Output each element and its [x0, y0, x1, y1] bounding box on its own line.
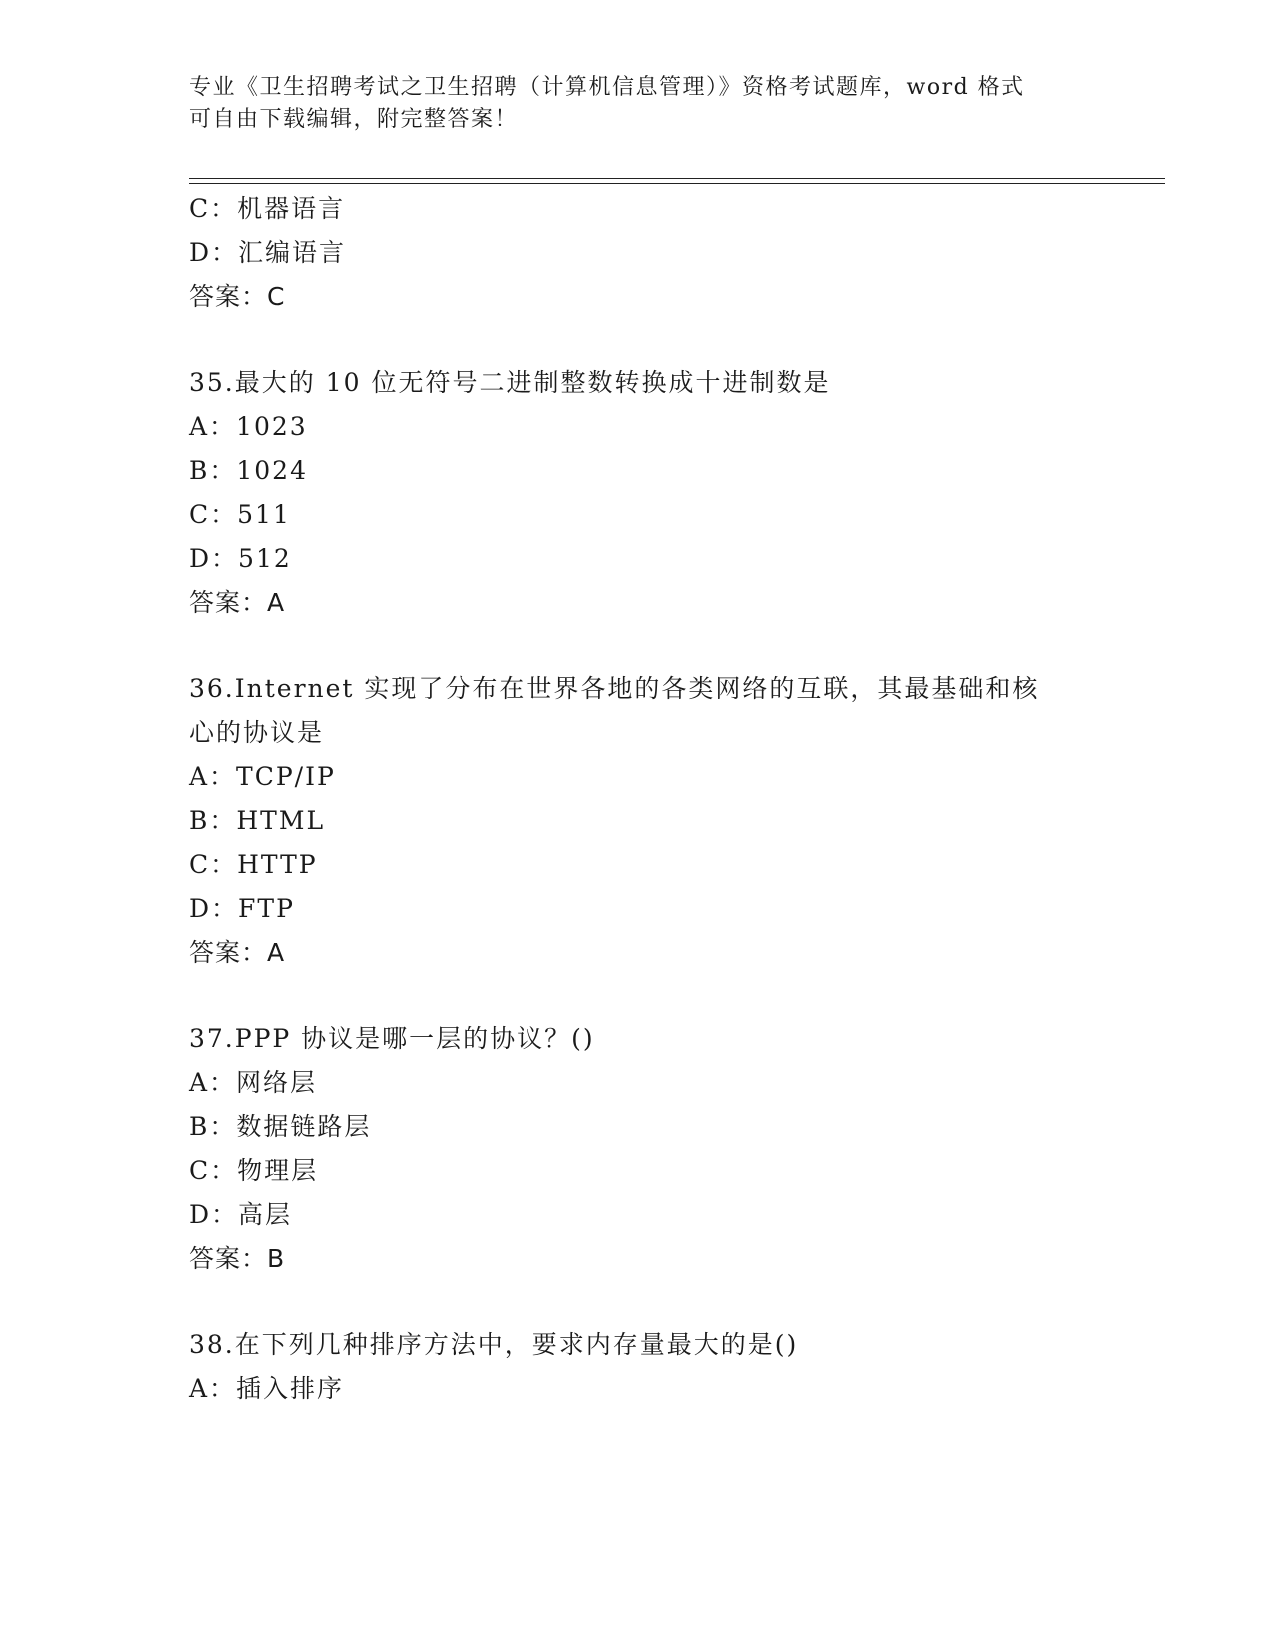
- q34-answer: 答案：C: [189, 282, 286, 311]
- q36-option-c: C：HTTP: [189, 850, 318, 879]
- document-header: [189, 72, 1089, 136]
- q35-option-d: D：512: [189, 544, 292, 573]
- q36-option-a: A：TCP/IP: [189, 762, 336, 791]
- q36-answer: 答案：A: [189, 938, 286, 967]
- q35-question: 35.最大的 10 位无符号二进制整数转换成十进制数是: [189, 368, 831, 397]
- q34-option-c: C：机器语言: [189, 194, 346, 223]
- q35-option-a: A：1023: [189, 412, 308, 441]
- q35-option-c: C：511: [189, 500, 291, 529]
- header-divider-bottom: [189, 183, 1165, 184]
- q36-question-line-1: 36.Internet 实现了分布在世界各地的各类网络的互联，其最基础和核: [189, 674, 1040, 703]
- header-line-1: 专业《卫生招聘考试之卫生招聘（计算机信息管理）》资格考试题库，word 格式: [189, 75, 1025, 100]
- q36-question-line-2: 心的协议是: [189, 718, 325, 747]
- q36-option-b: B：HTML: [189, 806, 326, 835]
- q37-answer: 答案：B: [189, 1244, 286, 1273]
- q37-question: 37.PPP 协议是哪一层的协议？(): [189, 1024, 595, 1053]
- q37-option-a: A：网络层: [189, 1068, 318, 1097]
- header-line-2: 可自由下载编辑，附完整答案！: [189, 107, 519, 132]
- q37-option-d: D：高层: [189, 1200, 293, 1229]
- q38-option-a: A：插入排序: [189, 1374, 345, 1403]
- q35-option-b: B：1024: [189, 456, 308, 485]
- q38-question: 38.在下列几种排序方法中，要求内存量最大的是(): [189, 1330, 799, 1359]
- q37-option-b: B：数据链路层: [189, 1112, 372, 1141]
- header-divider-top: [189, 178, 1165, 179]
- q34-option-d: D：汇编语言: [189, 238, 347, 267]
- q35-answer: 答案：A: [189, 588, 286, 617]
- q37-option-c: C：物理层: [189, 1156, 319, 1185]
- q36-option-d: D：FTP: [189, 894, 295, 923]
